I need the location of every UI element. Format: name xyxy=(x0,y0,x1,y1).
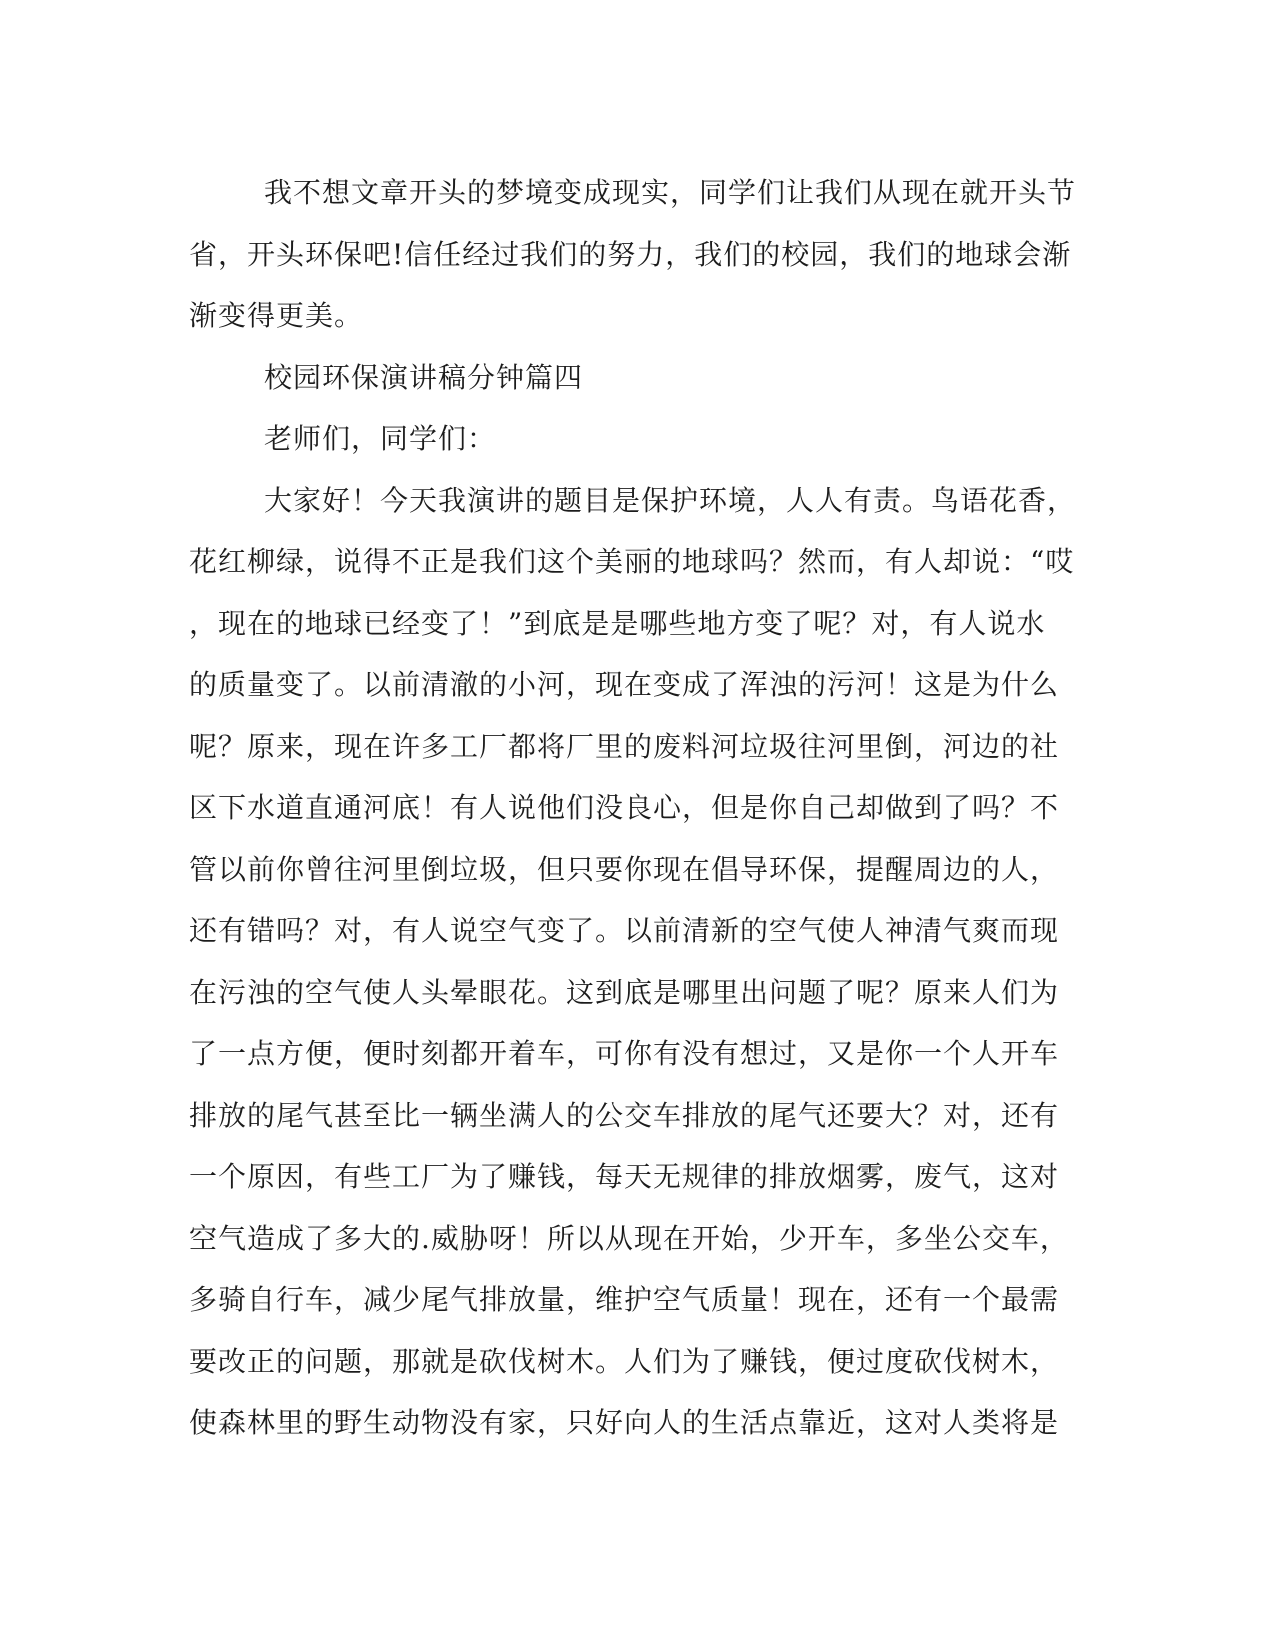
text-line: 的质量变了。以前清澈的小河，现在变成了浑浊的污河！这是为什么 xyxy=(189,668,1060,701)
text-line: 呢？原来，现在许多工厂都将厂里的废料河垃圾往河里倒，河边的社 xyxy=(189,729,1060,763)
text-line: 排放的尾气甚至比一辆坐满人的公交车排放的尾气还要大？对，还有 xyxy=(189,1098,1060,1132)
text-line: 使森林里的野生动物没有家，只好向人的生活点靠近，这对人类将是 xyxy=(189,1406,1060,1439)
text-line: 一个原因，有些工厂为了赚钱，每天无规律的排放烟雾，废气，这对 xyxy=(189,1160,1060,1193)
text-line: 大家好！今天我演讲的题目是保护环境，人人有责。鸟语花香， xyxy=(264,483,1077,517)
text-line: 还有错吗？对，有人说空气变了。以前清新的空气使人神清气爽而现 xyxy=(189,914,1060,947)
text-line: 了一点方便，便时刻都开着车，可你有没有想过，又是你一个人开车 xyxy=(189,1037,1060,1070)
text-line: 花红柳绿，说得不正是我们这个美丽的地球吗？然而，有人却说：“哎 xyxy=(189,545,1075,578)
text-line: ，现在的地球已经变了！”到底是是哪些地方变了呢？对，有人说水 xyxy=(189,606,1046,640)
text-line: 管以前你曾往河里倒垃圾，但只要你现在倡导环保，提醒周边的人， xyxy=(189,852,1060,886)
text-line: 多骑自行车，减少尾气排放量，维护空气质量！现在，还有一个最需 xyxy=(189,1283,1060,1316)
text-line: 区下水道直通河底！有人说他们没良心，但是你自己却做到了吗？不 xyxy=(189,791,1060,824)
text-line: 省，开头环保吧!信任经过我们的努力，我们的校园，我们的地球会渐 xyxy=(189,237,1072,271)
text-line: 空气造成了多大的.威胁呀！所以从现在开始，少开车，多坐公交车， xyxy=(189,1221,1069,1255)
salutation: 老师们，同学们： xyxy=(264,422,497,455)
text-line: 我不想文章开头的梦境变成现实，同学们让我们从现在就开头节 xyxy=(264,176,1077,209)
document-body xyxy=(189,162,1077,1454)
text-line: 在污浊的空气使人头晕眼花。这到底是哪里出问题了呢？原来人们为 xyxy=(189,975,1060,1009)
section-heading: 校园环保演讲稿分钟篇四 xyxy=(264,360,584,394)
text-line: 要改正的问题，那就是砍伐树木。人们为了赚钱，便过度砍伐树木， xyxy=(189,1344,1060,1378)
text-line: 渐变得更美。 xyxy=(189,299,364,332)
